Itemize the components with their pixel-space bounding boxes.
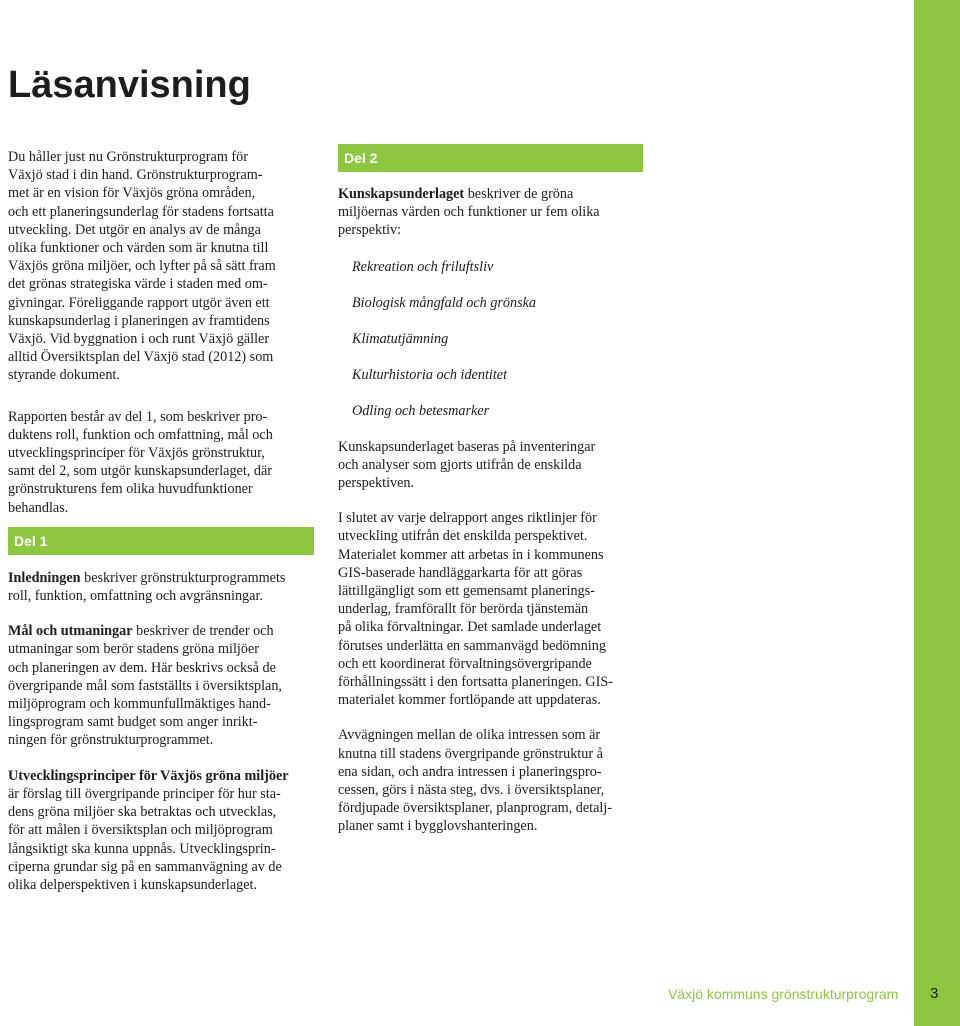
structure-paragraph [8, 408, 314, 517]
utveckling-text: olika delperspektiven i kunskapsunderlaget. [8, 876, 258, 893]
slutet-text: lättillgängligt som ett gemensamt planerings- [338, 583, 595, 600]
avvagning-text: fördjupade översiktsplaner, planprogram, detalj- [338, 800, 613, 817]
avvagning-paragraph [338, 726, 644, 835]
intro-line: Växjö stad i din hand. Grönstrukturprogram- [8, 167, 263, 184]
mal-text: och planeringen av dem. Här beskrivs också de [8, 659, 276, 676]
structure-line: grönstrukturens fem olika huvudfunktioner [8, 481, 253, 498]
utveckling-text: för att målen i översiktsplan och miljöprogram [8, 822, 273, 839]
avvagning-text: Avvägningen mellan de olika intressen som är [338, 727, 601, 744]
intro-line: Du håller just nu Grönstrukturprogram för [8, 149, 248, 165]
slutet-text: materialet kommer fortlöpande att uppdateras. [338, 692, 601, 709]
green-edge-strip [914, 0, 960, 1026]
left-column [8, 148, 314, 894]
slutet-paragraph [338, 509, 644, 709]
utveckling-text: långsiktigt ska kunna uppnås. Utvecklingsprin- [8, 840, 276, 857]
baseras-text: och analyser som gjorts utifrån de enskilda [338, 456, 582, 473]
baseras-text: perspektiven. [338, 475, 415, 492]
inledning-heading: Inledningen [8, 569, 81, 586]
structure-line: utvecklingsprinciper för Växjös grönstruktur, [8, 445, 265, 462]
slutet-text: I slutet av varje delrapport anges riktlinjer för [338, 510, 597, 527]
baseras-text: Kunskapsunderlaget baseras på inventeringar [338, 438, 596, 455]
mal-paragraph [8, 622, 314, 749]
intro-line: Växjös gröna miljöer, och lyfter på så sätt fram [8, 258, 276, 275]
intro-line: och ett planeringsunderlag för stadens fortsatta [8, 203, 274, 220]
intro-paragraph [8, 148, 314, 385]
utveckling-text: är förslag till övergripande principer för hur sta- [8, 785, 281, 802]
section-band-del-1: Del 1 [8, 527, 314, 555]
mal-text: beskriver de trender och [132, 623, 274, 640]
utveckling-text: ciperna grundar sig på en sammanvägning av de [8, 858, 282, 875]
avvagning-text: cessen, görs i nästa steg, dvs. i översiktsplaner, [338, 782, 605, 799]
utveckling-heading: Utvecklingsprinciper för Växjös gröna miljöer [8, 767, 289, 784]
perspective-item: Klimatutjämning [352, 330, 449, 347]
utveckling-text: dens gröna miljöer ska betraktas och utvecklas, [8, 804, 277, 821]
baseras-paragraph [338, 438, 644, 493]
perspective-item: Odling och betesmarker [352, 402, 490, 419]
inledning-text: beskriver grönstrukturprogrammets [80, 569, 286, 586]
structure-line: Rapporten består av del 1, som beskriver pro- [8, 408, 268, 425]
intro-line: utveckling. Det utgör en analys av de många [8, 221, 261, 238]
slutet-text: och ett koordinerat förvaltningsövergripande [338, 655, 592, 672]
structure-line: behandlas. [8, 499, 69, 516]
slutet-text: GIS-baserade handläggarkarta för att göras [338, 564, 583, 581]
structure-line: samt del 2, som utgör kunskapsunderlaget, där [8, 463, 272, 480]
mal-text: miljöprogram och kommunfullmäktiges hand- [8, 696, 271, 713]
slutet-text: Materialet kommer att arbetas in i kommunens [338, 546, 604, 563]
slutet-text: förutses underlätta en sammanvägd bedömning [338, 637, 606, 654]
page-title: Läsanvisning [8, 64, 251, 106]
avvagning-text: knutna till stadens övergripande grönstruktur å [338, 745, 603, 762]
avvagning-text: planer samt i bygglovshanteringen. [338, 818, 538, 835]
slutet-text: underlag, framförallt för berörda tjänstemän [338, 601, 589, 618]
perspective-item: Rekreation och friluftsliv [352, 258, 494, 275]
mal-text: utmaningar som berör stadens gröna miljöer [8, 641, 259, 658]
mal-text: lingsprogram samt budget som anger inrikt- [8, 714, 258, 731]
mal-text: övergripande mål som fastställts i översiktsplan, [8, 677, 282, 694]
perspective-item: Biologisk mångfald och grönska [352, 294, 537, 311]
page-number: 3 [930, 985, 939, 1002]
section-band-del-2: Del 2 [338, 144, 643, 172]
mal-heading: Mål och utmaningar [8, 623, 133, 640]
kunskap-text: miljöernas värden och funktioner ur fem olika [338, 204, 600, 221]
mal-text: ningen för grönstrukturprogrammet. [8, 732, 214, 749]
kunskap-paragraph [338, 185, 644, 240]
footer-publication-title: Växjö kommuns grönstrukturprogram [668, 986, 899, 1002]
slutet-text: förhållningssätt i den fortsatta planeringen. GIS- [338, 674, 614, 691]
avvagning-text: ena sidan, och andra intressen i planeringspro- [338, 763, 602, 780]
intro-line: kunskapsunderlag i planeringen av framtidens [8, 312, 270, 329]
intro-line: givningar. Föreliggande rapport utgör även ett [8, 294, 270, 311]
slutet-text: utveckling utifrån det enskilda perspektivet. [338, 528, 588, 545]
right-column [338, 144, 644, 836]
intro-line: det grönas strategiska värde i staden med om- [8, 276, 268, 293]
slutet-text: på olika förvaltningar. Det samlade underlaget [338, 619, 602, 636]
inledning-text: roll, funktion, omfattning och avgränsningar. [8, 588, 263, 605]
utveckling-paragraph [8, 767, 314, 894]
intro-line: met är en vision för Växjös gröna områden, [8, 185, 256, 202]
kunskap-text: beskriver de gröna [464, 186, 574, 202]
structure-line: duktens roll, funktion och omfattning, mål och [8, 426, 273, 443]
intro-line: olika funktioner och värden som är knutna till [8, 240, 269, 257]
intro-line: Växjö. Vid byggnation i och runt Växjö gäller [8, 331, 270, 348]
kunskap-heading: Kunskapsunderlaget [338, 186, 465, 202]
inledning-paragraph [8, 569, 314, 605]
perspective-item: Kulturhistoria och identitet [352, 366, 508, 383]
intro-line: styrande dokument. [8, 367, 120, 384]
kunskap-text: perspektiv: [338, 222, 402, 239]
intro-line: alltid Översiktsplan del Växjö stad (2012) som [8, 349, 274, 366]
perspective-list [338, 258, 644, 438]
